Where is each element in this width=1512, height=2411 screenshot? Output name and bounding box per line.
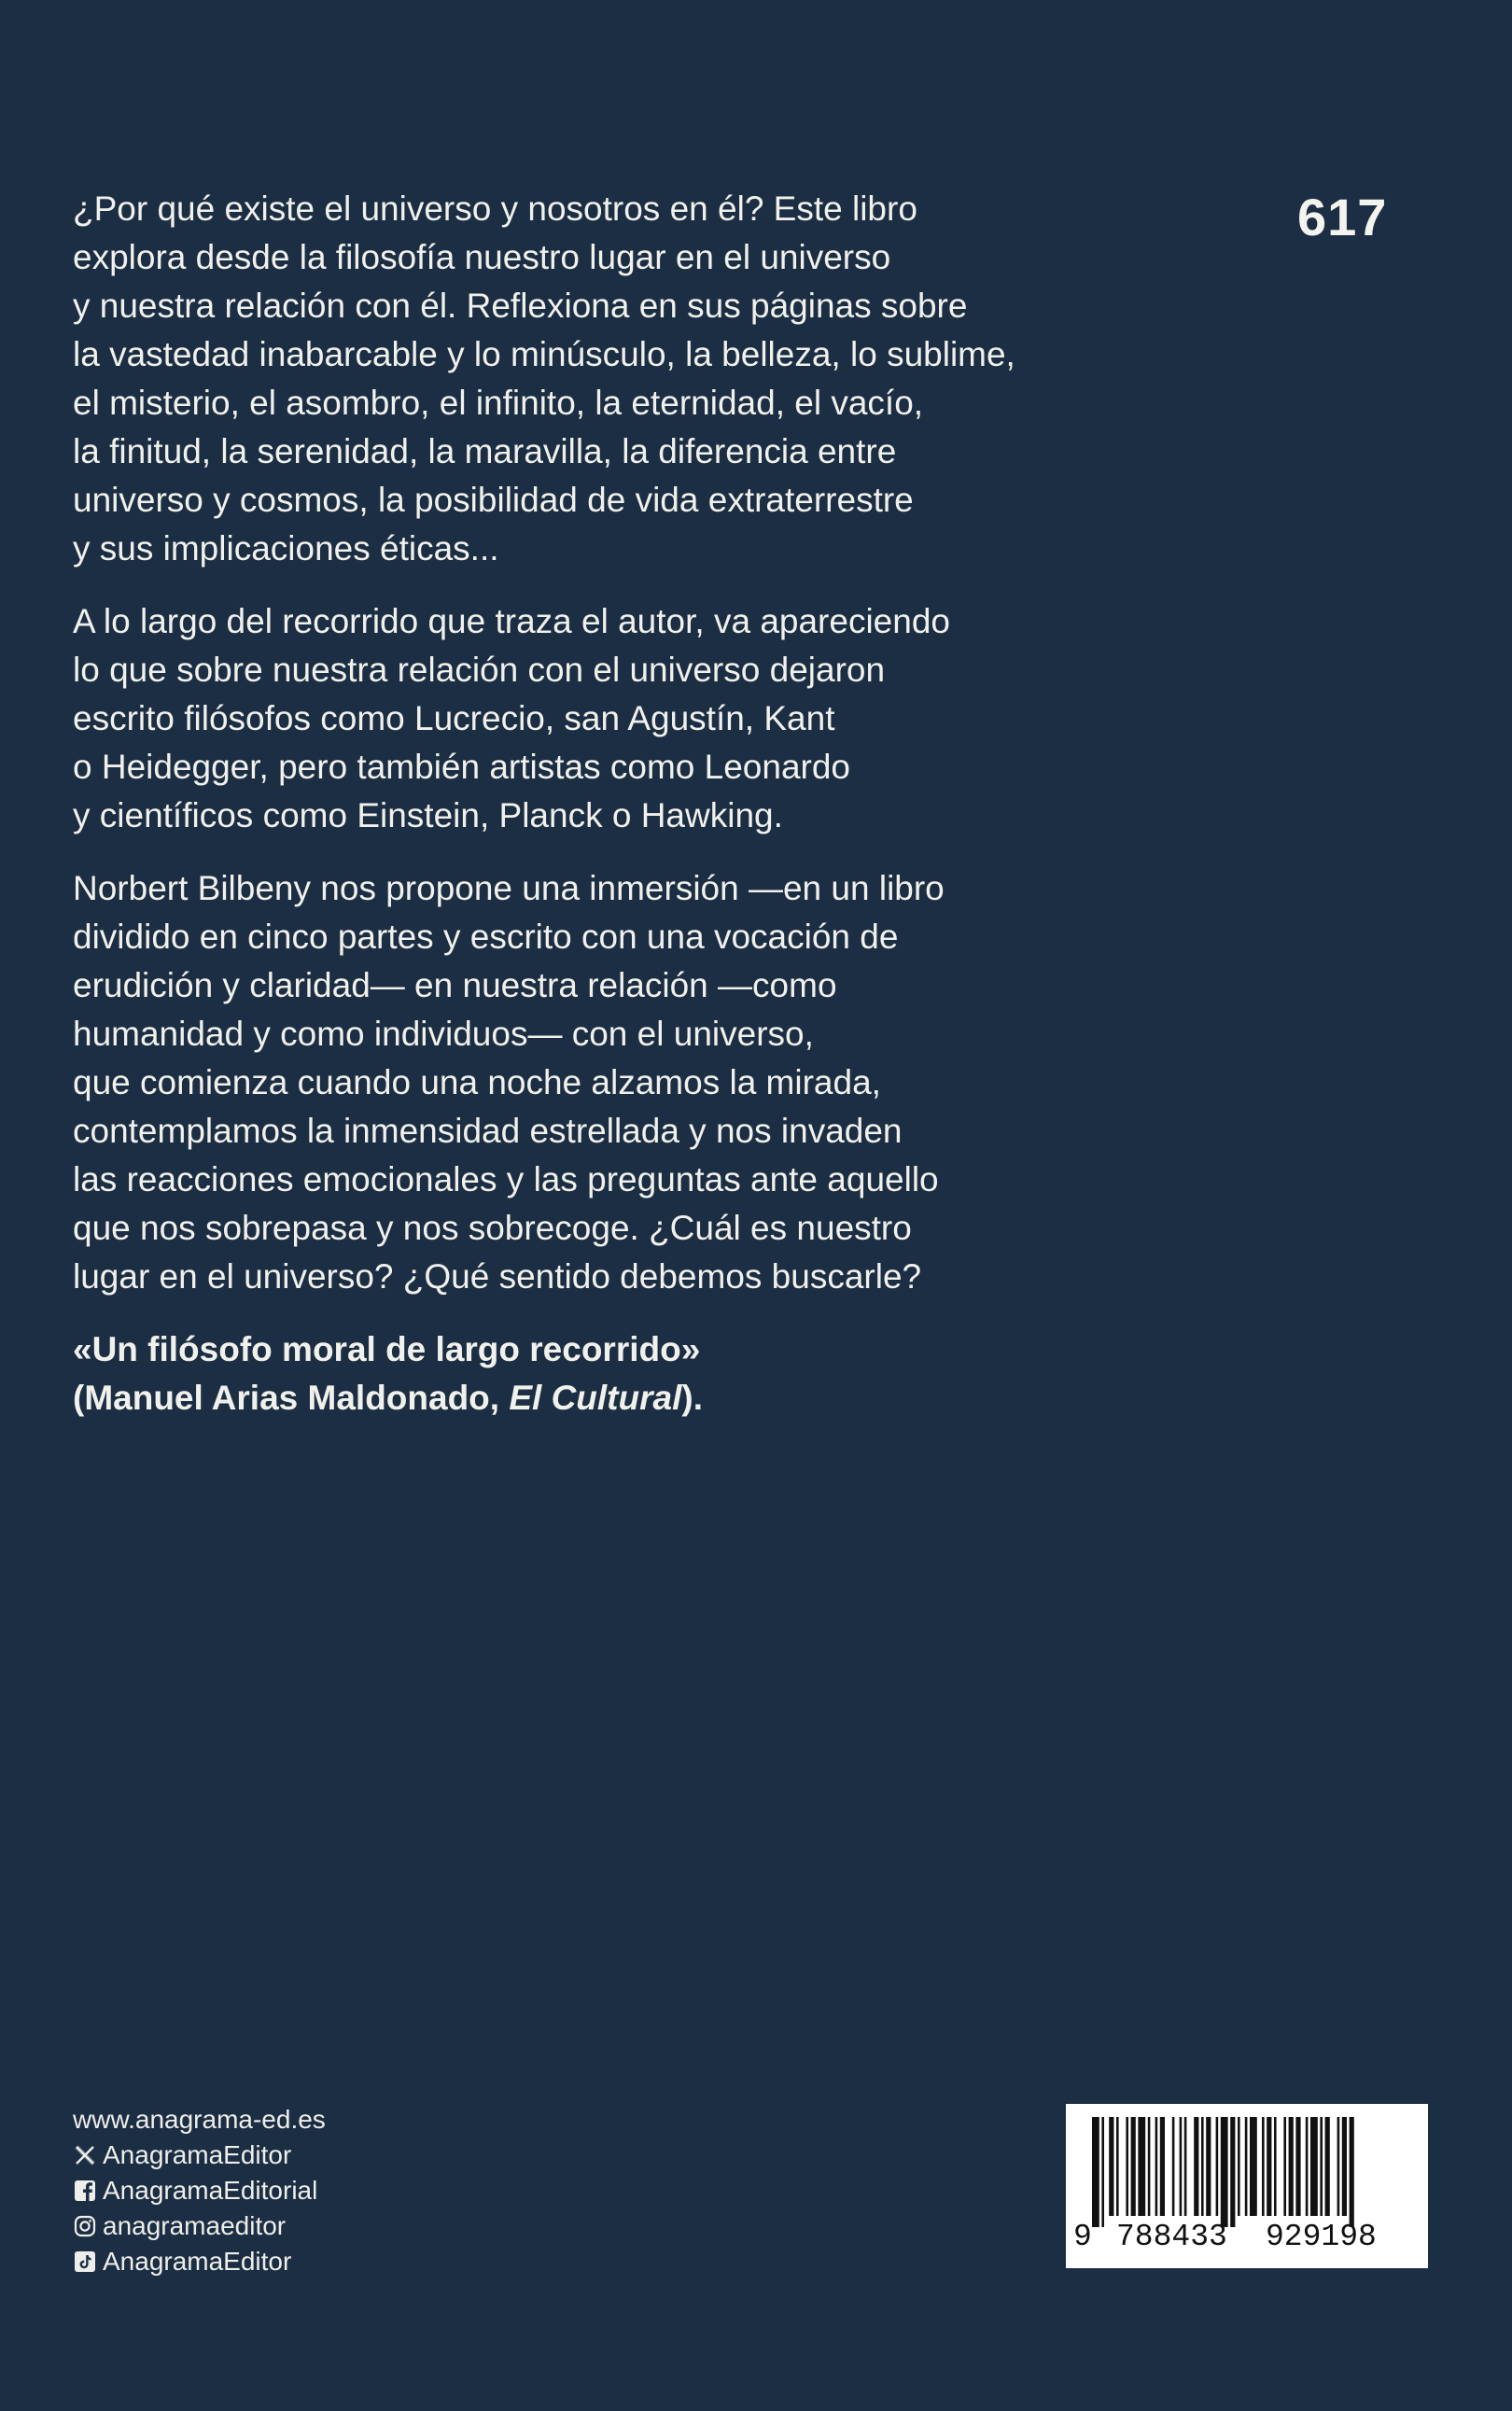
blurb-paragraph-3 <box>73 864 1099 1301</box>
blurb-line: el misterio, el asombro, el infinito, la eternidad, el vacío, <box>73 384 924 422</box>
attribution-suffix: ). <box>681 1379 703 1417</box>
barcode-bar <box>1230 2117 1235 2227</box>
barcode-bar <box>1289 2117 1294 2216</box>
barcode-bar <box>1274 2117 1277 2216</box>
facebook-handle[interactable]: AnagramaEditorial <box>103 2176 318 2205</box>
barcode-bar <box>1267 2117 1271 2216</box>
barcode-bar <box>1306 2117 1309 2216</box>
barcode-bar <box>1206 2117 1211 2216</box>
isbn-barcode <box>1066 2104 1428 2268</box>
blurb-line: la vastedad inabarcable y lo minúsculo, la belleza, lo sublime, <box>73 335 1015 373</box>
barcode-bar <box>1295 2117 1300 2216</box>
barcode-bar <box>1221 2117 1228 2227</box>
barcode-bar <box>1283 2117 1286 2216</box>
series-number: 617 <box>1297 188 1388 246</box>
blurb-line: lugar en el universo? ¿Qué sentido debemos buscarle? <box>73 1257 922 1296</box>
x-link[interactable] <box>73 2138 326 2173</box>
press-quote-attribution <box>73 1374 1099 1423</box>
barcode-bar <box>1310 2117 1318 2216</box>
blurb-line: la finitud, la serenidad, la maravilla, la diferencia entre <box>73 432 897 470</box>
blurb-line: dividido en cinco partes y escrito con una vocación de <box>73 918 899 956</box>
website-link[interactable] <box>73 2102 326 2138</box>
blurb-line: humanidad y como individuos— con el universo, <box>73 1015 814 1053</box>
blurb-paragraph-2 <box>73 597 1099 840</box>
blurb-line: que comienza cuando una noche alzamos la mirada, <box>73 1063 881 1101</box>
barcode-bar <box>1194 2117 1198 2216</box>
barcode-bar <box>1148 2117 1151 2216</box>
x-icon <box>73 2143 97 2167</box>
tiktok-handle[interactable]: AnagramaEditor <box>103 2247 292 2276</box>
barcode-bar <box>1180 2117 1183 2216</box>
barcode-bar <box>1101 2117 1104 2227</box>
barcode-bar <box>1325 2117 1330 2216</box>
barcode-bar <box>1109 2117 1113 2216</box>
blurb-line: y científicos como Einstein, Planck o Hawking. <box>73 796 783 834</box>
isbn-digit-group: 9 <box>1073 2220 1092 2254</box>
blurb-line: contemplamos la inmensidad estrellada y nos invaden <box>73 1112 903 1150</box>
blurb <box>73 185 1099 1423</box>
barcode-bar <box>1201 2117 1204 2216</box>
barcode-bar <box>1092 2117 1099 2227</box>
tiktok-icon <box>73 2250 97 2274</box>
barcode-bar <box>1342 2117 1347 2216</box>
press-quote <box>73 1325 1099 1423</box>
facebook-link[interactable] <box>73 2173 326 2208</box>
blurb-line: universo y cosmos, la posibilidad de vida extraterrestre <box>73 481 914 519</box>
website-url[interactable]: www.anagrama-ed.es <box>73 2105 326 2134</box>
barcode-bar <box>1172 2117 1175 2216</box>
instagram-handle[interactable]: anagramaeditor <box>103 2211 287 2240</box>
attribution-author: (Manuel Arias Maldonado, <box>73 1379 510 1417</box>
blurb-line: o Heidegger, pero también artistas como Leonardo <box>73 748 851 786</box>
barcode-bar <box>1337 2117 1340 2216</box>
blurb-line: erudición y claridad— en nuestra relación —como <box>73 966 837 1004</box>
blurb-paragraph-1 <box>73 185 1099 573</box>
barcode-bar <box>1184 2117 1187 2216</box>
blurb-line: y sus implicaciones éticas... <box>73 529 499 568</box>
isbn-digit-group: 788433 <box>1116 2220 1227 2254</box>
facebook-icon <box>73 2179 97 2203</box>
barcode-bar <box>1250 2117 1257 2216</box>
blurb-line: lo que sobre nuestra relación con el universo dejaron <box>73 651 886 689</box>
blurb-line: y nuestra relación con él. Reflexiona en sus páginas sobre <box>73 287 968 325</box>
instagram-link[interactable] <box>73 2208 326 2244</box>
blurb-line: que nos sobrepasa y nos sobrecoge. ¿Cuál es nuestro <box>73 1209 912 1247</box>
barcode-bar <box>1116 2117 1119 2216</box>
blurb-line: A lo largo del recorrido que traza el autor, va apareciendo <box>73 602 950 640</box>
barcode-bar <box>1155 2117 1158 2216</box>
barcode-bar <box>1131 2117 1136 2216</box>
tiktok-link[interactable] <box>73 2244 326 2279</box>
instagram-icon <box>73 2214 97 2238</box>
isbn-digit-group: 929198 <box>1266 2220 1377 2254</box>
barcode-bar <box>1138 2117 1145 2216</box>
publisher-links <box>73 2102 326 2279</box>
barcode-bar <box>1350 2117 1354 2227</box>
press-quote-text: «Un filósofo moral de largo recorrido» <box>73 1330 701 1368</box>
barcode-bar <box>1238 2117 1240 2216</box>
barcode-bar <box>1262 2117 1265 2216</box>
barcode-bar <box>1320 2117 1323 2216</box>
blurb-line: escrito filósofos como Lucrecio, san Agustín, Kant <box>73 699 835 737</box>
blurb-line: las reacciones emocionales y las preguntas ante aquello <box>73 1160 939 1198</box>
x-handle[interactable]: AnagramaEditor <box>103 2140 292 2169</box>
barcode-bar <box>1160 2117 1165 2216</box>
blurb-line: Norbert Bilbeny nos propone una inmersión —en un libro <box>73 869 945 907</box>
barcode-bar <box>1245 2117 1248 2216</box>
attribution-source: El Cultural <box>509 1379 682 1417</box>
barcode-bar <box>1216 2117 1219 2216</box>
blurb-line: explora desde la filosofía nuestro lugar en el universo <box>73 238 891 276</box>
barcode-bar <box>1126 2117 1128 2216</box>
blurb-line: ¿Por qué existe el universo y nosotros en él? Este libro <box>73 189 917 228</box>
